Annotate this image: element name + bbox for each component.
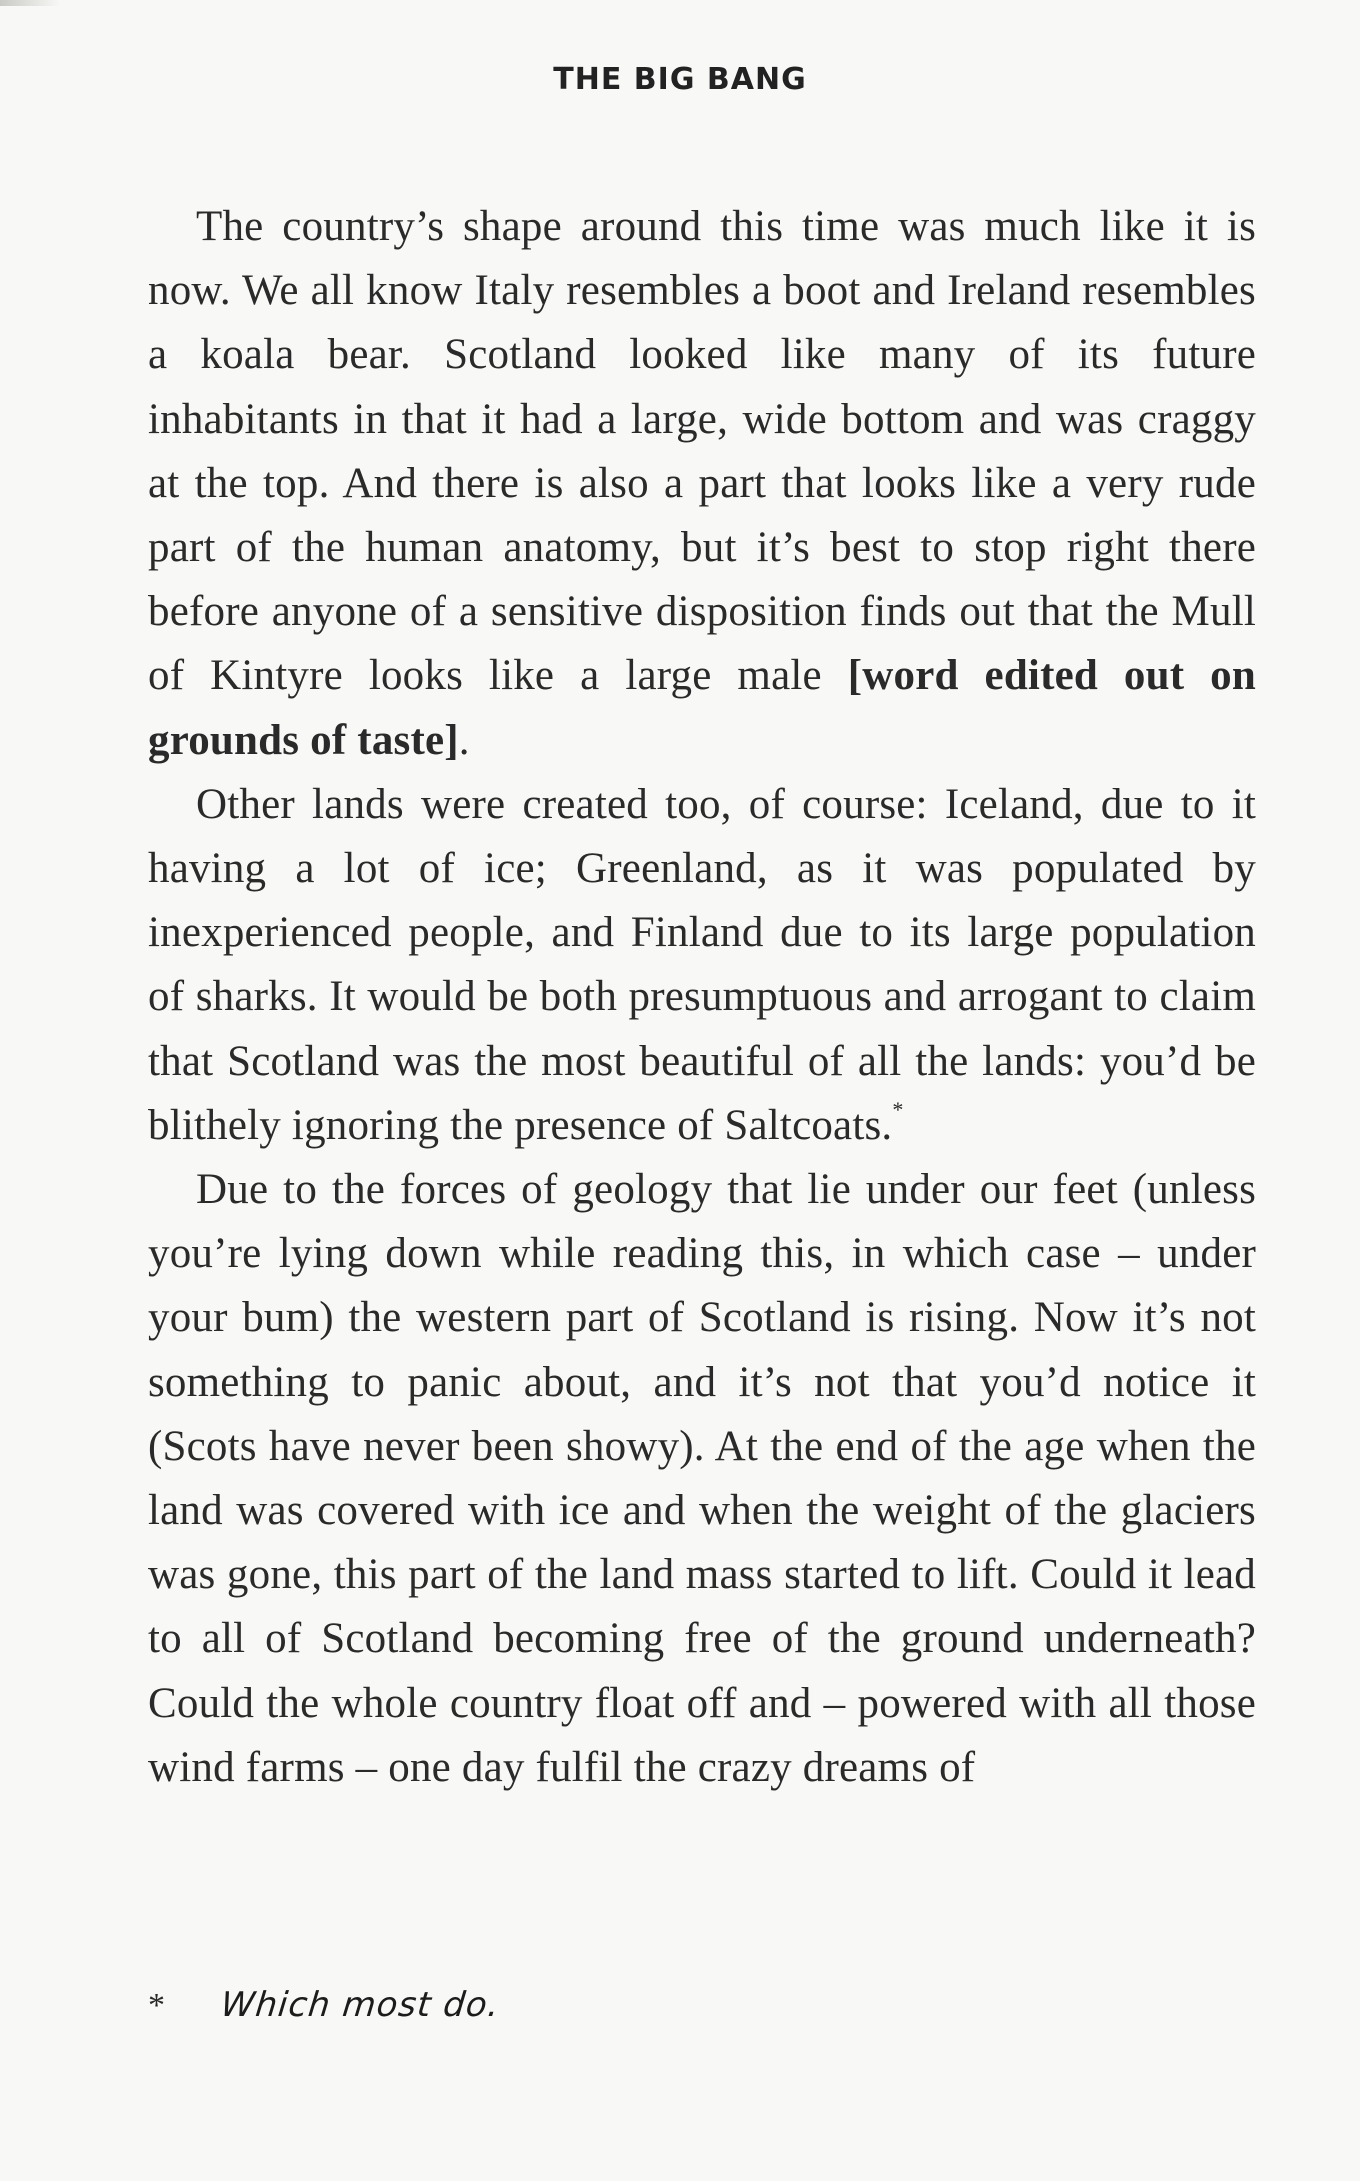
- running-head: THE BIG BANG: [553, 62, 807, 97]
- footnote-reference: *: [892, 1096, 904, 1122]
- paragraph-3-text: Due to the forces of geology that lie under our feet (unless you’re lying down while reading this, in which case – under your bum) the western part of Scotland is rising. Now it’s not something to panic about, and it’s not that you’d notice it (Scots have never been showy). At the end of the age when the land was covered with ice and when the weight of the glaciers was gone, this part of the land mass started to lift. Could it lead to all of Scotland becoming free of the ground underneath? Could the whole country float off and – powered with all those wind farms – one day fulfil the crazy dreams of: [148, 1166, 1256, 1791]
- paragraph-3: [148, 1158, 1256, 1800]
- paragraph-1: [148, 195, 1256, 773]
- footnote-handwritten-text: Which most do.: [218, 1985, 502, 2025]
- scan-edge-mark: [0, 0, 60, 6]
- paragraph-1-end: .: [458, 716, 470, 764]
- footnote: [148, 1985, 500, 2025]
- paragraph-1-text: The country’s shape around this time was much like it is now. We all know Italy resembles a boot and Ireland resembles a koala bear. Scotland looked like many of its future inhabitants in that it had a large, wide bottom and was craggy at the top. And there is also a part that looks like a very rude part of the human anatomy, but it’s best to stop right there before anyone of a sensitive disposition finds out that the Mull of Kintyre looks like a large male: [148, 203, 1256, 700]
- paragraph-2-text: Other lands were created too, of course: Iceland, due to it having a lot of ice; Greenland, as it was populated by inexperienced people, and Finland due to its large population of sharks. It would be both presumptuous and arrogant to claim that Scotland was the most beautiful of all the lands: you’d be blithely ignoring the presence of Saltcoats.: [148, 780, 1256, 1149]
- paragraph-2: [148, 773, 1256, 1158]
- footnote-marker: *: [148, 1987, 165, 2024]
- edited-word-note: [word edited out on grounds of taste]: [148, 652, 1257, 764]
- body-text: [148, 195, 1256, 1800]
